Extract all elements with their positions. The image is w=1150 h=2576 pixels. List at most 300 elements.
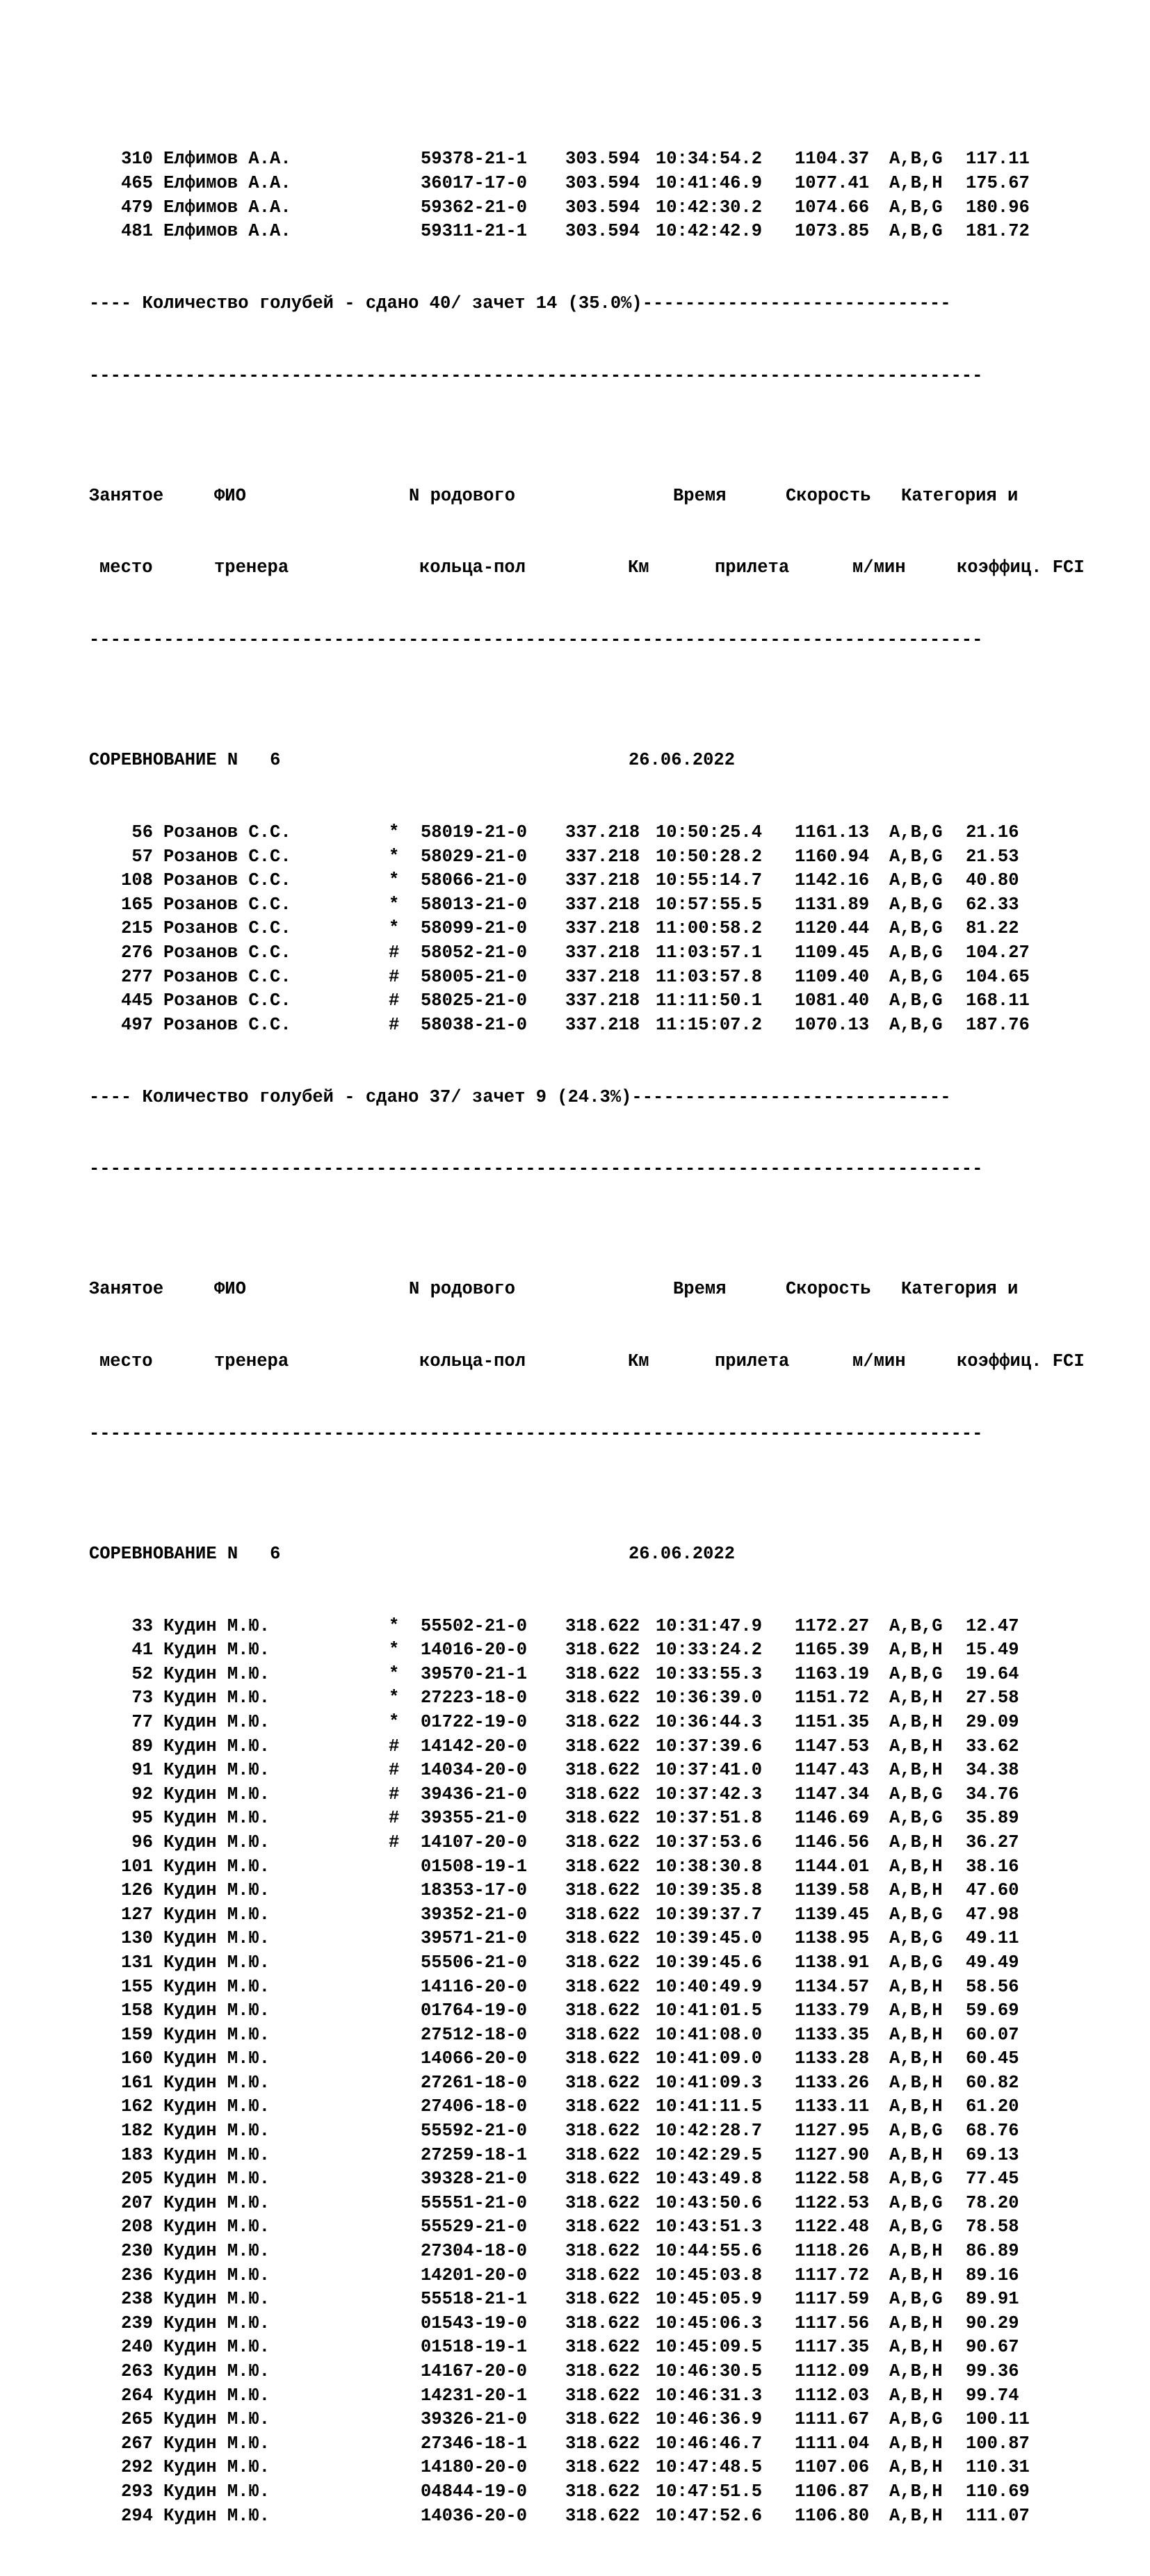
- ring-number-cell: 14167-20-0: [421, 2361, 528, 2381]
- arrival-time-cell: 10:41:08.0: [656, 2024, 763, 2045]
- category-cell: A,B,H: [889, 2385, 943, 2406]
- trainer-name-cell: Кудин М.Ю.: [163, 2433, 270, 2454]
- mark-cell: #: [389, 1736, 400, 1756]
- distance-cell: 318.622: [565, 2433, 640, 2454]
- arrival-time-cell: 10:57:55.5: [656, 894, 763, 915]
- mark-cell: #: [389, 966, 400, 987]
- category-cell: A,B,H: [889, 2337, 943, 2358]
- ring-number-cell: 27512-18-0: [421, 2024, 528, 2045]
- distance-cell: 318.622: [565, 1976, 640, 1997]
- category-cell: A,B,G: [889, 2409, 943, 2430]
- place-cell: 77: [131, 1711, 153, 1732]
- trainer-name-cell: Розанов С.С.: [163, 918, 291, 939]
- speed-cell: 1077.41: [795, 172, 870, 193]
- place-cell: 101: [121, 1856, 153, 1877]
- trainer-name-cell: Кудин М.Ю.: [163, 2361, 270, 2381]
- category-cell: A,B,H: [889, 2433, 943, 2454]
- header-place-2: место: [99, 1351, 153, 1372]
- arrival-time-cell: 11:03:57.8: [656, 966, 763, 987]
- result-row: [89, 1927, 1128, 1951]
- speed-cell: 1120.44: [795, 918, 870, 939]
- mark-cell: *: [389, 1663, 400, 1684]
- trainer-name-cell: Розанов С.С.: [163, 894, 291, 915]
- trainer-name-cell: Кудин М.Ю.: [163, 1976, 270, 1997]
- speed-cell: 1111.04: [795, 2433, 870, 2454]
- column-header-row-1: [89, 484, 1128, 509]
- distance-cell: 337.218: [565, 1014, 640, 1035]
- section-0-rows: [89, 147, 1128, 243]
- summary-line: ---- Количество голубей - сдано 40/ зачет 14 (35.0%)-----------------------------: [89, 293, 951, 313]
- result-row: [89, 1735, 1128, 1759]
- category-cell: A,B,H: [889, 1760, 943, 1781]
- place-cell: 497: [121, 1014, 153, 1035]
- arrival-time-cell: 10:47:48.5: [656, 2457, 763, 2478]
- result-row: [89, 1951, 1128, 1975]
- arrival-time-cell: 11:03:57.1: [656, 942, 763, 963]
- fci-cell: 89.16: [966, 2265, 1019, 2285]
- header-category: Категория и: [901, 1279, 1019, 1300]
- trainer-name-cell: Кудин М.Ю.: [163, 2457, 270, 2478]
- ring-number-cell: 14231-20-1: [421, 2385, 528, 2406]
- place-cell: 33: [131, 1615, 153, 1636]
- result-row: [89, 2095, 1128, 2119]
- arrival-time-cell: 10:39:37.7: [656, 1904, 763, 1925]
- category-cell: A,B,G: [889, 991, 943, 1011]
- arrival-time-cell: 10:37:51.8: [656, 1808, 763, 1829]
- header-name: ФИО: [214, 485, 246, 506]
- trainer-name-cell: Розанов С.С.: [163, 942, 291, 963]
- result-row: [89, 2504, 1128, 2529]
- fci-cell: 117.11: [966, 149, 1030, 170]
- column-header-row-1: [89, 1278, 1128, 1302]
- ring-number-cell: 58066-21-0: [421, 870, 528, 891]
- category-cell: A,B,H: [889, 2481, 943, 2502]
- arrival-time-cell: 11:11:50.1: [656, 991, 763, 1011]
- arrival-time-cell: 10:40:49.9: [656, 1976, 763, 1997]
- distance-cell: 318.622: [565, 2217, 640, 2237]
- fci-cell: 58.56: [966, 1976, 1019, 1997]
- ring-number-cell: 59311-21-1: [421, 221, 528, 242]
- ring-number-cell: 55502-21-0: [421, 1615, 528, 1636]
- header-time: Время: [673, 485, 727, 506]
- category-cell: A,B,G: [889, 1928, 943, 1949]
- separator-line: ------------------------------------------------------------------------------------: [89, 365, 983, 386]
- speed-cell: 1172.27: [795, 1615, 870, 1636]
- speed-cell: 1138.91: [795, 1952, 870, 1973]
- speed-cell: 1127.95: [795, 2121, 870, 2142]
- speed-cell: 1146.69: [795, 1808, 870, 1829]
- trainer-name-cell: Кудин М.Ю.: [163, 2121, 270, 2142]
- trainer-name-cell: Розанов С.С.: [163, 870, 291, 891]
- category-cell: A,B,G: [889, 1952, 943, 1973]
- trainer-name-cell: Розанов С.С.: [163, 966, 291, 987]
- arrival-time-cell: 10:37:39.6: [656, 1736, 763, 1756]
- trainer-name-cell: Кудин М.Ю.: [163, 2072, 270, 2093]
- trainer-name-cell: Розанов С.С.: [163, 991, 291, 1011]
- fci-cell: 77.45: [966, 2169, 1019, 2190]
- place-cell: 236: [121, 2265, 153, 2285]
- place-cell: 127: [121, 1904, 153, 1925]
- distance-cell: 318.622: [565, 1832, 640, 1852]
- arrival-time-cell: 10:42:29.5: [656, 2144, 763, 2165]
- distance-cell: 337.218: [565, 991, 640, 1011]
- arrival-time-cell: 10:38:30.8: [656, 1856, 763, 1877]
- ring-number-cell: 39355-21-0: [421, 1808, 528, 1829]
- fci-cell: 21.53: [966, 846, 1019, 867]
- place-cell: 155: [121, 1976, 153, 1997]
- ring-number-cell: 01518-19-1: [421, 2337, 528, 2358]
- category-cell: A,B,G: [889, 221, 943, 242]
- report-page: [89, 51, 1128, 2576]
- category-cell: A,B,G: [889, 966, 943, 987]
- result-row: [89, 917, 1128, 941]
- trainer-name-cell: Кудин М.Ю.: [163, 2169, 270, 2190]
- speed-cell: 1106.87: [795, 2481, 870, 2502]
- fci-cell: 180.96: [966, 197, 1030, 218]
- trainer-name-cell: Розанов С.С.: [163, 1014, 291, 1035]
- arrival-time-cell: 10:37:41.0: [656, 1760, 763, 1781]
- fci-cell: 47.98: [966, 1904, 1019, 1925]
- place-cell: 207: [121, 2192, 153, 2213]
- fci-cell: 36.27: [966, 1832, 1019, 1852]
- header-category-2: коэффиц. FCI: [957, 1351, 1085, 1372]
- distance-cell: 318.622: [565, 2121, 640, 2142]
- ring-number-cell: 55529-21-0: [421, 2217, 528, 2237]
- mark-cell: *: [389, 1688, 400, 1709]
- category-cell: A,B,H: [889, 172, 943, 193]
- header-ring: N родового: [409, 1279, 516, 1300]
- speed-cell: 1151.72: [795, 1688, 870, 1709]
- ring-number-cell: 01722-19-0: [421, 1711, 528, 1732]
- arrival-time-cell: 10:36:39.0: [656, 1688, 763, 1709]
- result-row: [89, 2167, 1128, 2192]
- fci-cell: 81.22: [966, 918, 1019, 939]
- ring-number-cell: 14016-20-0: [421, 1640, 528, 1661]
- distance-cell: 303.594: [565, 172, 640, 193]
- result-row: [89, 1686, 1128, 1711]
- ring-number-cell: 27304-18-0: [421, 2241, 528, 2262]
- distance-cell: 318.622: [565, 2048, 640, 2069]
- mark-cell: #: [389, 1014, 400, 1035]
- arrival-time-cell: 10:45:03.8: [656, 2265, 763, 2285]
- fci-cell: 111.07: [966, 2505, 1030, 2526]
- category-cell: A,B,H: [889, 1976, 943, 1997]
- trainer-name-cell: Кудин М.Ю.: [163, 1952, 270, 1973]
- place-cell: 465: [121, 172, 153, 193]
- ring-number-cell: 14142-20-0: [421, 1736, 528, 1756]
- ring-number-cell: 39326-21-0: [421, 2409, 528, 2430]
- category-cell: A,B,H: [889, 2505, 943, 2526]
- fci-cell: 60.82: [966, 2072, 1019, 2093]
- place-cell: 57: [131, 846, 153, 867]
- distance-cell: 318.622: [565, 2313, 640, 2333]
- result-row: [89, 147, 1128, 172]
- ring-number-cell: 27406-18-0: [421, 2096, 528, 2117]
- arrival-time-cell: 10:34:54.2: [656, 149, 763, 170]
- category-cell: A,B,G: [889, 2217, 943, 2237]
- distance-cell: 337.218: [565, 846, 640, 867]
- speed-cell: 1161.13: [795, 822, 870, 842]
- place-cell: 41: [131, 1640, 153, 1661]
- result-row: [89, 1783, 1128, 1807]
- trainer-name-cell: Кудин М.Ю.: [163, 2241, 270, 2262]
- category-cell: A,B,G: [889, 846, 943, 867]
- arrival-time-cell: 10:33:55.3: [656, 1663, 763, 1684]
- fci-cell: 33.62: [966, 1736, 1019, 1756]
- trainer-name-cell: Кудин М.Ю.: [163, 1615, 270, 1636]
- result-row: [89, 1855, 1128, 1880]
- mark-cell: #: [389, 1784, 400, 1804]
- category-cell: A,B,H: [889, 2048, 943, 2069]
- header-ring-2: кольца-пол: [419, 557, 526, 578]
- trainer-name-cell: Елфимов А.А.: [163, 172, 291, 193]
- header-name-2: тренера: [214, 557, 289, 578]
- competition-title: СОРЕВНОВАНИЕ N 6: [89, 750, 281, 771]
- fci-cell: 89.91: [966, 2289, 1019, 2310]
- distance-cell: 318.622: [565, 2024, 640, 2045]
- speed-cell: 1133.79: [795, 2000, 870, 2021]
- trainer-name-cell: Кудин М.Ю.: [163, 2144, 270, 2165]
- fci-cell: 104.65: [966, 966, 1030, 987]
- header-speed: Скорость: [786, 485, 871, 506]
- arrival-time-cell: 10:46:31.3: [656, 2385, 763, 2406]
- fci-cell: 21.16: [966, 822, 1019, 842]
- category-cell: A,B,G: [889, 1904, 943, 1925]
- ring-number-cell: 58029-21-0: [421, 846, 528, 867]
- result-row: [89, 2047, 1128, 2071]
- category-cell: A,B,H: [889, 1856, 943, 1877]
- place-cell: 162: [121, 2096, 153, 2117]
- category-cell: A,B,H: [889, 1736, 943, 1756]
- arrival-time-cell: 10:46:36.9: [656, 2409, 763, 2430]
- fci-cell: 99.36: [966, 2361, 1019, 2381]
- speed-cell: 1117.72: [795, 2265, 870, 2285]
- category-cell: A,B,H: [889, 2072, 943, 2093]
- speed-cell: 1133.35: [795, 2024, 870, 2045]
- fci-cell: 100.11: [966, 2409, 1030, 2430]
- distance-cell: 303.594: [565, 149, 640, 170]
- summary-line: ---- Количество голубей - сдано 37/ зачет 9 (24.3%)------------------------------: [89, 1086, 951, 1107]
- distance-cell: 318.622: [565, 2385, 640, 2406]
- mark-cell: #: [389, 1832, 400, 1852]
- category-cell: A,B,G: [889, 2192, 943, 2213]
- category-cell: A,B,G: [889, 870, 943, 891]
- result-row: [89, 1807, 1128, 1831]
- trainer-name-cell: Кудин М.Ю.: [163, 2048, 270, 2069]
- speed-cell: 1127.90: [795, 2144, 870, 2165]
- place-cell: 95: [131, 1808, 153, 1829]
- speed-cell: 1107.06: [795, 2457, 870, 2478]
- distance-cell: 318.622: [565, 2505, 640, 2526]
- arrival-time-cell: 10:41:01.5: [656, 2000, 763, 2021]
- result-row: [89, 1759, 1128, 1783]
- ring-number-cell: 18353-17-0: [421, 1880, 528, 1901]
- category-cell: A,B,G: [889, 1808, 943, 1829]
- trainer-name-cell: Кудин М.Ю.: [163, 1760, 270, 1781]
- category-cell: A,B,G: [889, 1014, 943, 1035]
- fci-cell: 68.76: [966, 2121, 1019, 2142]
- speed-cell: 1163.19: [795, 1663, 870, 1684]
- fci-cell: 86.89: [966, 2241, 1019, 2262]
- fci-cell: 99.74: [966, 2385, 1019, 2406]
- ring-number-cell: 14036-20-0: [421, 2505, 528, 2526]
- speed-cell: 1118.26: [795, 2241, 870, 2262]
- speed-cell: 1139.45: [795, 1904, 870, 1925]
- arrival-time-cell: 10:43:50.6: [656, 2192, 763, 2213]
- place-cell: 445: [121, 991, 153, 1011]
- result-row: [89, 1975, 1128, 2000]
- result-row: [89, 2335, 1128, 2360]
- speed-cell: 1112.09: [795, 2361, 870, 2381]
- arrival-time-cell: 10:41:09.3: [656, 2072, 763, 2093]
- ring-number-cell: 39570-21-1: [421, 1663, 528, 1684]
- trainer-name-cell: Кудин М.Ю.: [163, 2385, 270, 2406]
- trainer-name-cell: Кудин М.Ю.: [163, 2313, 270, 2333]
- trainer-name-cell: Кудин М.Ю.: [163, 2505, 270, 2526]
- arrival-time-cell: 10:45:09.5: [656, 2337, 763, 2358]
- ring-number-cell: 58013-21-0: [421, 894, 528, 915]
- distance-cell: 337.218: [565, 894, 640, 915]
- trainer-name-cell: Кудин М.Ю.: [163, 1736, 270, 1756]
- fci-cell: 78.20: [966, 2192, 1019, 2213]
- speed-cell: 1104.37: [795, 149, 870, 170]
- section-1-rows: [89, 821, 1128, 1037]
- result-row: [89, 196, 1128, 220]
- ring-number-cell: 58099-21-0: [421, 918, 528, 939]
- mark-cell: *: [389, 822, 400, 842]
- distance-cell: 318.622: [565, 2289, 640, 2310]
- fci-cell: 47.60: [966, 1880, 1019, 1901]
- distance-cell: 318.622: [565, 2192, 640, 2213]
- distance-cell: 318.622: [565, 1663, 640, 1684]
- ring-number-cell: 39352-21-0: [421, 1904, 528, 1925]
- result-row: [89, 821, 1128, 845]
- ring-number-cell: 14107-20-0: [421, 1832, 528, 1852]
- category-cell: A,B,G: [889, 942, 943, 963]
- category-cell: A,B,G: [889, 197, 943, 218]
- speed-cell: 1131.89: [795, 894, 870, 915]
- category-cell: A,B,H: [889, 1688, 943, 1709]
- arrival-time-cell: 10:41:09.0: [656, 2048, 763, 2069]
- ring-number-cell: 59362-21-0: [421, 197, 528, 218]
- category-cell: A,B,G: [889, 149, 943, 170]
- place-cell: 230: [121, 2241, 153, 2262]
- distance-cell: 337.218: [565, 966, 640, 987]
- fci-cell: 12.47: [966, 1615, 1019, 1636]
- competition-date: 26.06.2022: [629, 1543, 736, 1564]
- fci-cell: 62.33: [966, 894, 1019, 915]
- header-ring-2: кольца-пол: [419, 1351, 526, 1372]
- distance-cell: 318.622: [565, 1880, 640, 1901]
- arrival-time-cell: 10:39:45.6: [656, 1952, 763, 1973]
- speed-cell: 1147.43: [795, 1760, 870, 1781]
- ring-number-cell: 55551-21-0: [421, 2192, 528, 2213]
- result-row: [89, 1879, 1128, 1903]
- trainer-name-cell: Кудин М.Ю.: [163, 1880, 270, 1901]
- distance-cell: 318.622: [565, 1615, 640, 1636]
- header-category: Категория и: [901, 485, 1019, 506]
- speed-cell: 1109.45: [795, 942, 870, 963]
- result-row: [89, 869, 1128, 893]
- ring-number-cell: 58019-21-0: [421, 822, 528, 842]
- result-row: [89, 965, 1128, 990]
- ring-number-cell: 55518-21-1: [421, 2289, 528, 2310]
- result-row: [89, 989, 1128, 1013]
- result-row: [89, 2480, 1128, 2504]
- category-cell: A,B,H: [889, 1711, 943, 1732]
- speed-cell: 1151.35: [795, 1711, 870, 1732]
- ring-number-cell: 39328-21-0: [421, 2169, 528, 2190]
- distance-cell: 318.622: [565, 2169, 640, 2190]
- result-row: [89, 2144, 1128, 2168]
- category-cell: A,B,H: [889, 2265, 943, 2285]
- speed-cell: 1117.59: [795, 2289, 870, 2310]
- fci-cell: 35.89: [966, 1808, 1019, 1829]
- ring-number-cell: 36017-17-0: [421, 172, 528, 193]
- arrival-time-cell: 10:36:44.3: [656, 1711, 763, 1732]
- place-cell: 481: [121, 221, 153, 242]
- place-cell: 294: [121, 2505, 153, 2526]
- fci-cell: 40.80: [966, 870, 1019, 891]
- ring-number-cell: 59378-21-1: [421, 149, 528, 170]
- result-row: [89, 2215, 1128, 2240]
- arrival-time-cell: 10:46:30.5: [656, 2361, 763, 2381]
- speed-cell: 1074.66: [795, 197, 870, 218]
- header-place: Занятое: [89, 1279, 164, 1300]
- header-time-2: прилета: [715, 557, 790, 578]
- header-ring: N родового: [409, 485, 516, 506]
- place-cell: 56: [131, 822, 153, 842]
- place-cell: 239: [121, 2313, 153, 2333]
- distance-cell: 318.622: [565, 2241, 640, 2262]
- ring-number-cell: 55592-21-0: [421, 2121, 528, 2142]
- result-row: [89, 2192, 1128, 2216]
- place-cell: 92: [131, 1784, 153, 1804]
- fci-cell: 168.11: [966, 991, 1030, 1011]
- speed-cell: 1147.53: [795, 1736, 870, 1756]
- separator-line: ------------------------------------------------------------------------------------: [89, 630, 983, 651]
- ring-number-cell: 01543-19-0: [421, 2313, 528, 2333]
- arrival-time-cell: 10:45:05.9: [656, 2289, 763, 2310]
- result-row: [89, 1615, 1128, 1639]
- mark-cell: *: [389, 1640, 400, 1661]
- distance-cell: 318.622: [565, 1640, 640, 1661]
- trainer-name-cell: Кудин М.Ю.: [163, 1711, 270, 1732]
- distance-cell: 318.622: [565, 1688, 640, 1709]
- place-cell: 160: [121, 2048, 153, 2069]
- trainer-name-cell: Кудин М.Ю.: [163, 2024, 270, 2045]
- category-cell: A,B,G: [889, 894, 943, 915]
- competition-title: СОРЕВНОВАНИЕ N 6: [89, 1543, 281, 1564]
- speed-cell: 1133.26: [795, 2072, 870, 2093]
- speed-cell: 1073.85: [795, 221, 870, 242]
- speed-cell: 1112.03: [795, 2385, 870, 2406]
- distance-cell: 337.218: [565, 870, 640, 891]
- result-row: [89, 845, 1128, 870]
- trainer-name-cell: Кудин М.Ю.: [163, 1640, 270, 1661]
- distance-cell: 318.622: [565, 1736, 640, 1756]
- fci-cell: 19.64: [966, 1663, 1019, 1684]
- category-cell: A,B,H: [889, 2144, 943, 2165]
- place-cell: 293: [121, 2481, 153, 2502]
- speed-cell: 1139.58: [795, 1880, 870, 1901]
- category-cell: A,B,G: [889, 918, 943, 939]
- arrival-time-cell: 11:00:58.2: [656, 918, 763, 939]
- trainer-name-cell: Розанов С.С.: [163, 846, 291, 867]
- speed-cell: 1142.16: [795, 870, 870, 891]
- ring-number-cell: 58038-21-0: [421, 1014, 528, 1035]
- speed-cell: 1165.39: [795, 1640, 870, 1661]
